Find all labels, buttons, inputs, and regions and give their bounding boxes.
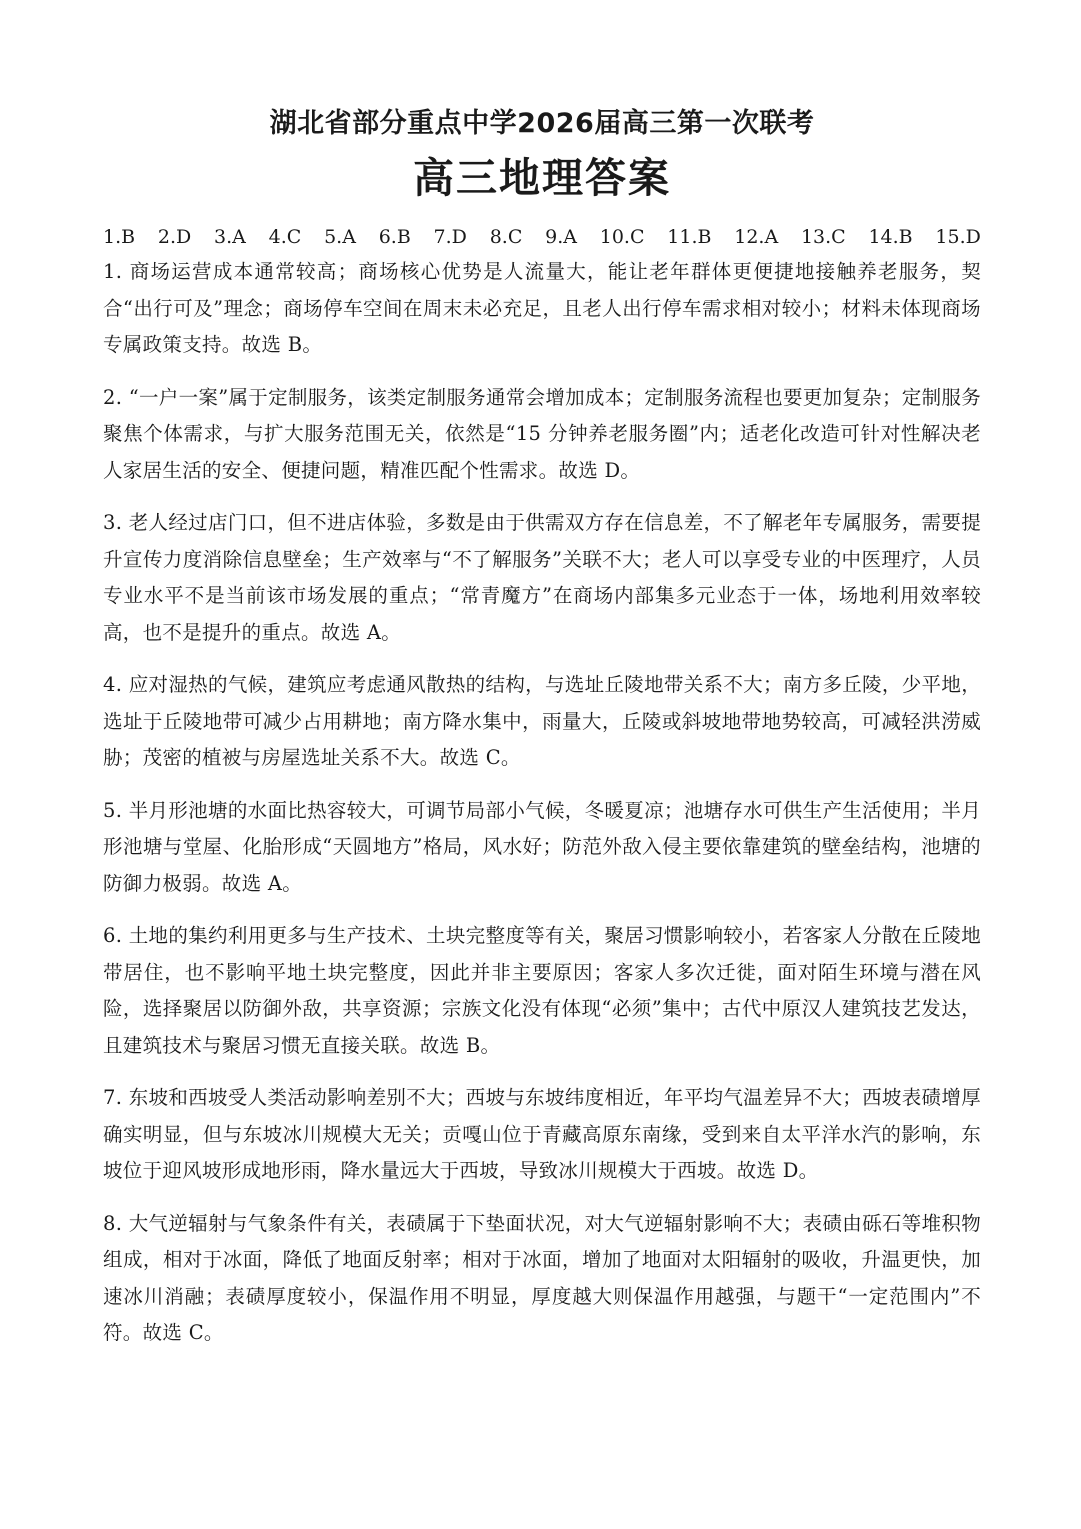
answer-8: 8.C [489,226,523,248]
explanation-1: 1. 商场运营成本通常较高；商场核心优势是人流量大，能让老年群体更便捷地接触养老服务，契合“出行可及”理念；商场停车空间在周末未必充足，且老人出行停车需求相对较小；材料未体现商场专属政策支持。故选 B。 [103,260,981,356]
explanation-3: 3. 老人经过店门口，但不进店体验，多数是由于供需双方存在信息差，不了解老年专属服务，需要提升宣传力度消除信息壁垒；生产效率与“不了解服务”关联不大；老人可以享受专业的中医理疗，人员专业水平不是当前该市场发展的重点；“常青魔方”在商场内部集多元业态于一体，场地利用效率较高，也不是提升的重点。故选 A。 [103,511,981,644]
exam-title: 湖北省部分重点中学2026届高三第一次联考 [269,108,815,139]
answer-3: 3.A [214,226,246,248]
explanations [103,254,981,1352]
answer-7: 7.D [433,226,467,248]
answer-15: 15.D [935,226,981,248]
answer-5: 5.A [324,226,356,248]
explanation-2: 2. “一户一案”属于定制服务，该类定制服务通常会增加成本；定制服务流程也要更加复杂；定制服务聚焦个体需求，与扩大服务范围无关，依然是“15 分钟养老服务圈”内；适老化改造可针对性解决老人家居生活的安全、便捷问题，精准匹配个性需求。故选 D。 [103,385,981,482]
answer-2: 2.D [157,226,192,248]
explanation-5: 5. 半月形池塘的水面比热容较大，可调节局部小气候，冬暖夏凉；池塘存水可供生产生活使用；半月形池塘与堂屋、化胎形成“天圆地方”格局，风水好；防范外敌入侵主要依靠建筑的壁垒结构，池塘的防御力极弱。故选 A。 [103,798,981,895]
answer-13: 13.C [800,226,846,248]
answer-12: 12.A [734,226,779,248]
subject-title: 高三地理答案 [413,154,671,202]
answer-11: 11.B [667,226,712,248]
answer-1: 1.B [103,226,136,248]
answer-9: 9.A [545,226,577,248]
answer-key-row [103,222,981,252]
explanation-8: 8. 大气逆辐射与气象条件有关，表碛属于下垫面状况，对大气逆辐射影响不大；表碛由砾石等堆积物组成，相对于冰面，降低了地面反射率；相对于冰面，增加了地面对太阳辐射的吸收，升温更快，加速冰川消融；表碛厚度较小，保温作用不明显，厚度越大则保温作用越强，与题干“一定范围内”不符。故选 C。 [103,1211,981,1344]
answer-14: 14.B [868,226,913,248]
answer-10: 10.C [599,226,645,248]
explanation-6: 6. 土地的集约利用更多与生产技术、土块完整度等有关，聚居习惯影响较小，若客家人分散在丘陵地带居住，也不影响平地土块完整度，因此并非主要原因；客家人多次迁徙，面对陌生环境与潜在风险，选择聚居以防御外敌，共享资源；宗族文化没有体现“必须”集中；古代中原汉人建筑技艺发达，且建筑技术与聚居习惯无直接关联。故选 B。 [103,924,981,1057]
explanation-7: 7. 东坡和西坡受人类活动影响差别不大；西坡与东坡纬度相近，年平均气温差异不大；西坡表碛增厚确实明显，但与东坡冰川规模大无关；贡嘎山位于青藏高原东南缘，受到来自太平洋水汽的影响，东坡位于迎风坡形成地形雨，降水量远大于西坡，导致冰川规模大于西坡。故选 D。 [103,1086,981,1182]
answer-4: 4.C [268,226,302,248]
answer-6: 6.B [378,226,411,248]
explanation-4: 4. 应对湿热的气候，建筑应考虑通风散热的结构，与选址丘陵地带关系不大；南方多丘陵，少平地，选址于丘陵地带可减少占用耕地；南方降水集中，雨量大，丘陵或斜坡地带地势较高，可减轻洪涝威胁；茂密的植被与房屋选址关系不大。故选 C。 [103,673,981,769]
